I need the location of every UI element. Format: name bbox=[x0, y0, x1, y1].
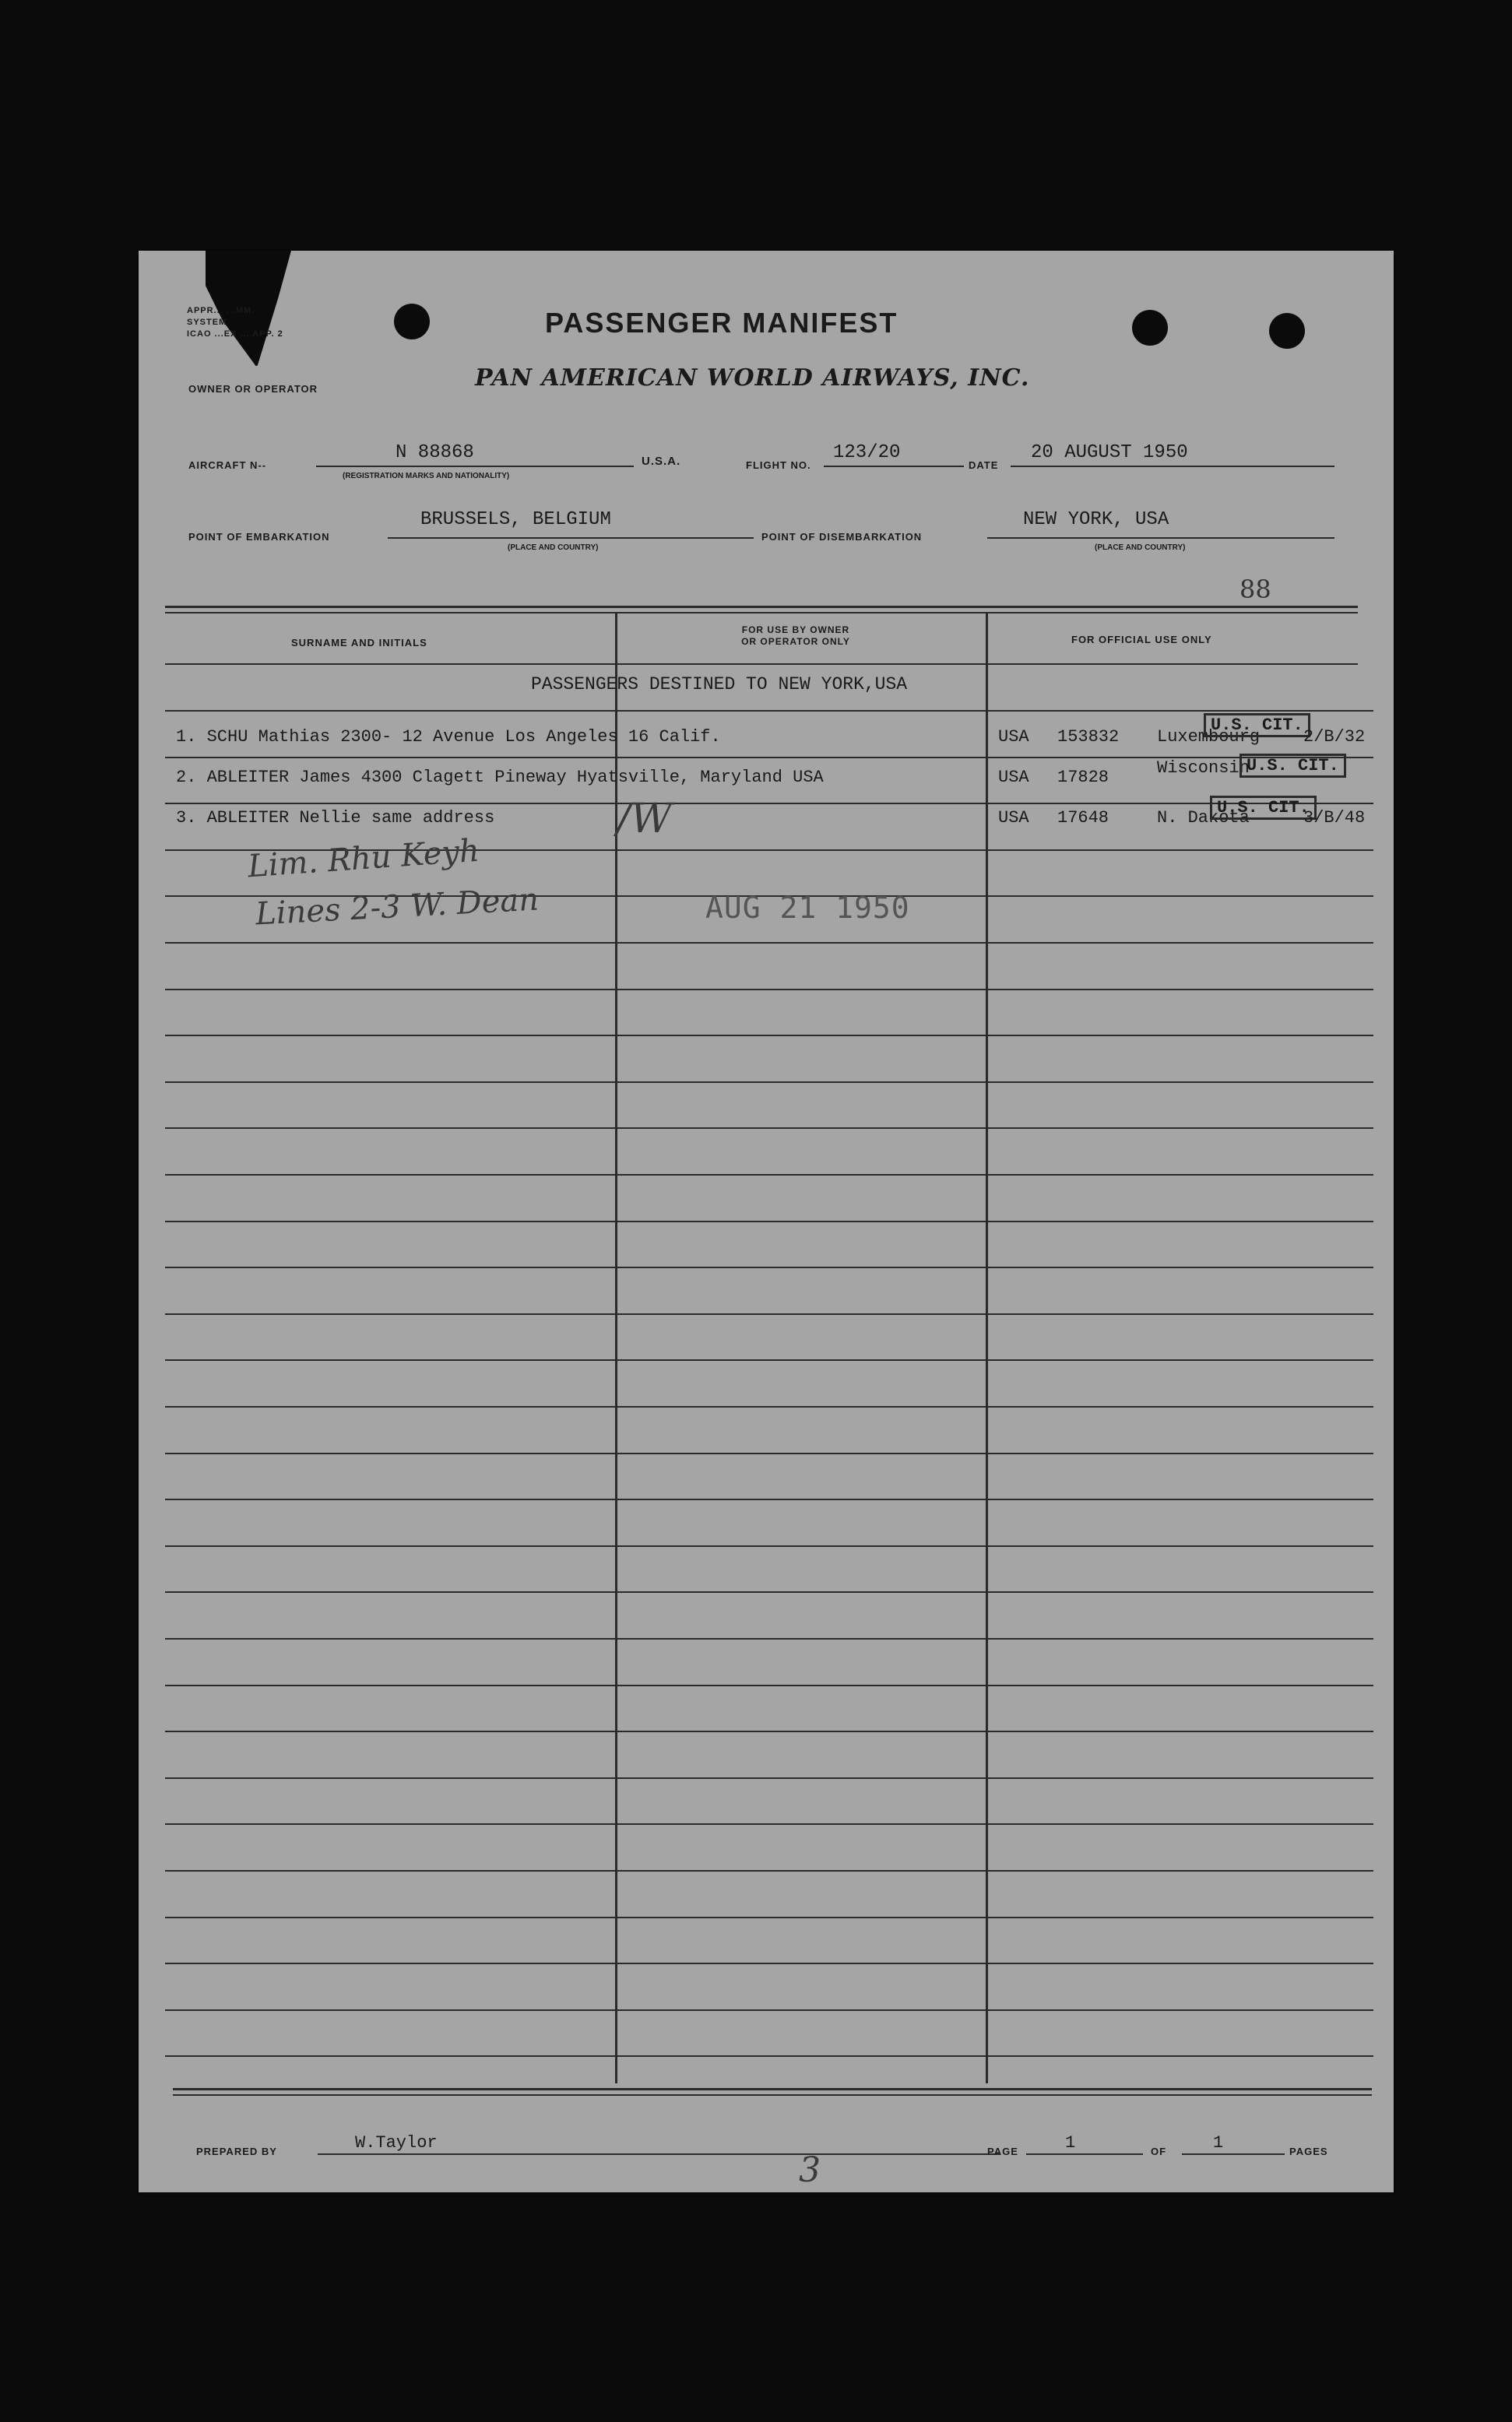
embark-underline bbox=[388, 537, 754, 539]
ruled-line bbox=[165, 989, 1373, 990]
col-owner-header bbox=[718, 624, 874, 648]
ruled-line bbox=[165, 1685, 1373, 1686]
ruled-line bbox=[165, 1406, 1373, 1408]
handwritten-mark: /W bbox=[617, 796, 672, 842]
flight-value: 123/20 bbox=[833, 442, 901, 463]
passenger-1-nat: USA bbox=[998, 727, 1029, 747]
col-owner-header-line: FOR USE BY OWNER bbox=[741, 624, 850, 635]
aircraft-underline bbox=[316, 466, 634, 467]
passenger-row-2: 2. ABLEITER James 4300 Clagett Pineway Hyatsville, Maryland USA bbox=[176, 768, 824, 787]
disembark-label: POINT OF DISEMBARKATION bbox=[761, 531, 923, 543]
column-divider bbox=[986, 612, 988, 2083]
handwritten-page-mark: 3 bbox=[799, 2150, 821, 2190]
ruled-line bbox=[165, 1035, 1373, 1036]
citizen-stamp: U.S. CIT. bbox=[1204, 713, 1310, 737]
flight-label: FLIGHT NO. bbox=[746, 459, 811, 471]
ruled-line bbox=[165, 1963, 1373, 1964]
ruled-line bbox=[165, 1591, 1373, 1593]
ruled-line bbox=[165, 1731, 1373, 1732]
aircraft-label: AIRCRAFT N-- bbox=[188, 459, 267, 471]
registration-note: (REGISTRATION MARKS AND NATIONALITY) bbox=[343, 472, 510, 480]
handwritten-note: Lines 2-3 W. Dean bbox=[255, 881, 540, 933]
passenger-3-nat: USA bbox=[998, 808, 1029, 828]
section-heading: PASSENGERS DESTINED TO NEW YORK,USA bbox=[531, 674, 908, 694]
table-top-rule bbox=[165, 606, 1358, 608]
citizen-stamp: U.S. CIT. bbox=[1210, 796, 1317, 820]
date-underline bbox=[1011, 466, 1334, 467]
manifest-sheet bbox=[139, 251, 1394, 2192]
passenger-1-note: Luxembourg bbox=[1157, 727, 1261, 747]
table-top-rule bbox=[165, 612, 1358, 613]
embark-place-note: (PLACE AND COUNTRY) bbox=[508, 543, 599, 552]
punch-hole bbox=[1269, 313, 1305, 349]
approval-note bbox=[187, 305, 283, 340]
of-label: OF bbox=[1151, 2146, 1167, 2157]
ruled-line bbox=[165, 1870, 1373, 1872]
disembark-underline bbox=[987, 537, 1334, 539]
passenger-3-note: N. Dakota bbox=[1157, 808, 1250, 828]
passenger-3-num: 17648 bbox=[1057, 808, 1109, 828]
col-owner-header-line: OR OPERATOR ONLY bbox=[741, 636, 850, 647]
owner-label: OWNER OR OPERATOR bbox=[188, 383, 318, 395]
punch-hole bbox=[394, 304, 430, 339]
passenger-2-nat: USA bbox=[998, 768, 1029, 787]
punch-hole bbox=[1132, 310, 1168, 346]
passenger-2-num: 17828 bbox=[1057, 768, 1109, 787]
header-rule bbox=[165, 663, 1358, 665]
passenger-2-note: Wisconsin bbox=[1157, 758, 1250, 778]
passenger-3-code: 3/B/48 bbox=[1303, 808, 1366, 828]
embark-label: POINT OF EMBARKATION bbox=[188, 531, 330, 543]
col-official-header: FOR OFFICIAL USE ONLY bbox=[1071, 634, 1212, 645]
ruled-line bbox=[165, 1081, 1373, 1083]
page-title: PASSENGER MANIFEST bbox=[545, 307, 898, 339]
ruled-line bbox=[165, 1638, 1373, 1640]
approval-line: SYSTEM bbox=[187, 318, 227, 327]
pages-label: PAGES bbox=[1289, 2146, 1328, 2157]
ruled-line bbox=[165, 2009, 1373, 2011]
approval-line: APPR... ...MM. bbox=[187, 306, 255, 315]
prepared-underline bbox=[318, 2153, 1000, 2155]
footer-rule bbox=[173, 2088, 1372, 2090]
ruled-line bbox=[165, 1359, 1373, 1361]
passenger-1-code: 2/B/32 bbox=[1303, 727, 1366, 747]
ruled-line bbox=[165, 1313, 1373, 1315]
page-underline bbox=[1026, 2153, 1143, 2155]
embark-value: BRUSSELS, BELGIUM bbox=[420, 509, 611, 530]
usa-label: U.S.A. bbox=[642, 455, 681, 468]
citizen-stamp: U.S. CIT. bbox=[1239, 754, 1346, 778]
ruled-line bbox=[165, 1267, 1373, 1268]
of-underline bbox=[1182, 2153, 1285, 2155]
approval-line: ICAO ...EX ... APP. 2 bbox=[187, 329, 283, 339]
ruled-line bbox=[165, 803, 1373, 804]
ruled-line bbox=[165, 1545, 1373, 1547]
sheet-number: 88 bbox=[1239, 575, 1271, 604]
ruled-line bbox=[165, 1174, 1373, 1176]
date-value: 20 AUGUST 1950 bbox=[1031, 442, 1188, 463]
ruled-line bbox=[165, 1917, 1373, 1918]
passenger-row-1: 1. SCHU Mathias 2300- 12 Avenue Los Angeles 16 Calif. bbox=[176, 727, 721, 747]
aircraft-value: N 88868 bbox=[396, 442, 474, 463]
ruled-line bbox=[165, 942, 1373, 944]
footer-rule bbox=[173, 2094, 1372, 2096]
page-value: 1 bbox=[1065, 2133, 1076, 2153]
prepared-value: W.Taylor bbox=[355, 2133, 438, 2153]
passenger-1-num: 153832 bbox=[1057, 727, 1120, 747]
ruled-line bbox=[165, 2055, 1373, 2057]
page-label: PAGE bbox=[987, 2146, 1018, 2157]
airline-name: PAN AMERICAN WORLD AIRWAYS, INC. bbox=[475, 364, 1030, 392]
ruled-line bbox=[165, 1823, 1373, 1825]
ruled-line bbox=[165, 710, 1373, 712]
ruled-line bbox=[165, 1127, 1373, 1129]
passenger-row-3: 3. ABLEITER Nellie same address bbox=[176, 808, 495, 828]
handwritten-note: Lim. Rhu Keyh bbox=[246, 832, 481, 885]
of-value: 1 bbox=[1213, 2133, 1224, 2153]
ruled-line bbox=[165, 1499, 1373, 1500]
disembark-place-note: (PLACE AND COUNTRY) bbox=[1095, 543, 1186, 552]
flight-underline bbox=[824, 466, 964, 467]
col-surname-header: SURNAME AND INITIALS bbox=[291, 637, 427, 649]
ruled-line bbox=[165, 1777, 1373, 1779]
ruled-line bbox=[165, 1453, 1373, 1454]
date-label: DATE bbox=[969, 459, 999, 471]
prepared-label: PREPARED BY bbox=[196, 2146, 277, 2157]
disembark-value: NEW YORK, USA bbox=[1023, 509, 1169, 530]
ruled-line bbox=[165, 1221, 1373, 1222]
date-stamp: AUG 21 1950 bbox=[705, 891, 910, 925]
